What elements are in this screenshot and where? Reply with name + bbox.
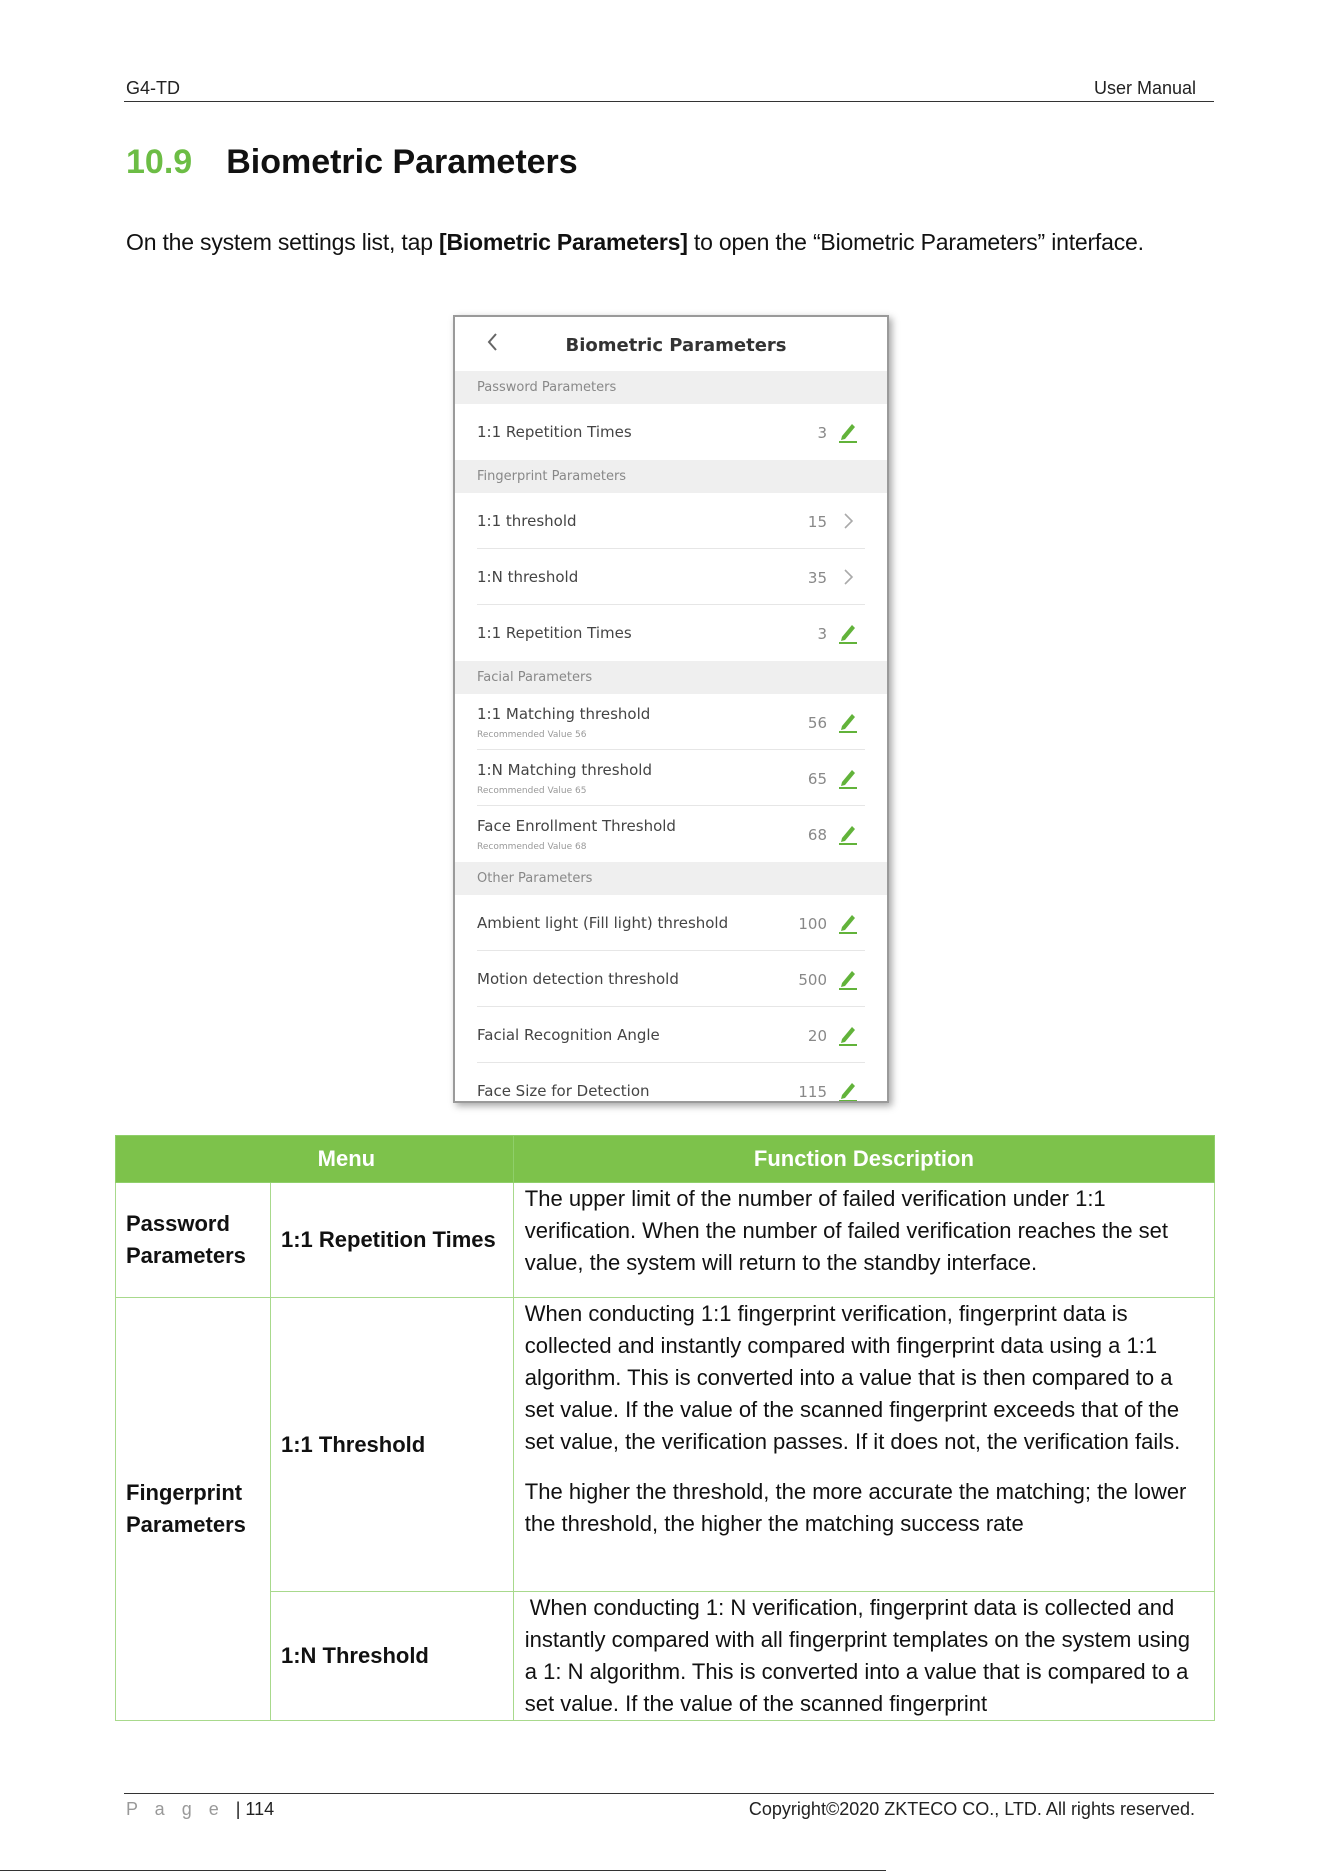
setting-row[interactable] — [477, 895, 865, 951]
page-number: | 114 — [235, 1799, 275, 1819]
section-header-other: Other Parameters — [455, 862, 887, 895]
setting-label: 1:1 Repetition Times — [477, 423, 632, 441]
header-function-description: Function Description — [513, 1136, 1214, 1183]
setting-row[interactable] — [477, 1063, 865, 1103]
setting-row[interactable] — [477, 549, 865, 605]
page-indicator — [126, 1799, 274, 1820]
menu-cell: 1:N Threshold — [270, 1592, 513, 1721]
edit-icon[interactable] — [837, 766, 859, 790]
setting-row[interactable] — [477, 750, 865, 806]
setting-value: 100 — [798, 915, 827, 933]
setting-row[interactable] — [477, 694, 865, 750]
doc-header-left: G4-TD — [126, 78, 180, 98]
section-title — [126, 143, 578, 182]
section-number: 10.9 — [126, 143, 193, 181]
intro-text-before: On the system settings list, tap — [126, 229, 439, 255]
description-text: When conducting 1:1 fingerprint verification, fingerprint data is collected and instantly compared with fingerprint data using a 1:1 algorithm. This is converted into a value that is then compared to a set value. If the value of the scanned fingerprint exceeds that of the set value, the verification passes. If it does not, the verification fails. — [524, 1301, 1181, 1454]
setting-value: 115 — [798, 1083, 827, 1101]
menu-cell: 1:1 Threshold — [270, 1298, 513, 1592]
intro-paragraph — [126, 229, 1144, 256]
setting-label: Ambient light (Fill light) threshold — [477, 914, 729, 932]
edit-icon[interactable] — [837, 710, 859, 734]
setting-label: Motion detection threshold — [477, 970, 679, 988]
edit-icon[interactable] — [837, 1079, 859, 1103]
section-title-text: Biometric Parameters — [226, 143, 578, 181]
section-header-facial: Facial Parameters — [455, 661, 887, 694]
copyright: Copyright©2020 ZKTECO CO., LTD. All rights reserved. — [748, 1799, 1195, 1819]
setting-value: 15 — [807, 513, 827, 531]
recommended-value: Recommended Value 56 — [477, 730, 587, 740]
setting-value: 3 — [817, 424, 827, 442]
bottom-divider — [0, 1870, 886, 1871]
setting-label: 1:N Matching threshold — [477, 761, 652, 779]
table-row — [116, 1592, 1215, 1721]
setting-label: 1:1 threshold — [477, 512, 577, 530]
description-text: When conducting 1: N verification, fingerprint data is collected and instantly compared with all fingerprint templates on the system using a 1: N algorithm. This is converted into a value that is compared to a set value. If the value of the scanned fingerprint — [524, 1595, 1191, 1716]
setting-label: 1:1 Repetition Times — [477, 624, 632, 642]
setting-label: 1:N threshold — [477, 568, 579, 586]
intro-text-after: to open the “Biometric Parameters” interface. — [687, 229, 1144, 255]
edit-icon[interactable] — [837, 420, 859, 444]
description-cell — [513, 1183, 1214, 1298]
header-menu: Menu — [116, 1136, 514, 1183]
description-text: The upper limit of the number of failed verification under 1:1 verification. When the number of failed verification reaches the set value, the system will return to the standby interface. — [524, 1186, 1169, 1275]
category-cell: Password Parameters — [116, 1183, 271, 1298]
edit-icon[interactable] — [837, 621, 859, 645]
edit-icon[interactable] — [837, 967, 859, 991]
setting-value: 3 — [817, 625, 827, 643]
section-header-fingerprint: Fingerprint Parameters — [455, 460, 887, 493]
chevron-right-icon[interactable] — [837, 565, 859, 589]
setting-value: 500 — [798, 971, 827, 989]
setting-label: Face Enrollment Threshold — [477, 817, 676, 835]
section-header-password: Password Parameters — [455, 371, 887, 404]
edit-icon[interactable] — [837, 822, 859, 846]
edit-icon[interactable] — [837, 1023, 859, 1047]
table-row — [116, 1183, 1215, 1298]
table-row — [116, 1298, 1215, 1592]
description-text: The higher the threshold, the more accurate the matching; the lower the threshold, the higher the matching success rate — [524, 1479, 1187, 1536]
edit-icon[interactable] — [837, 911, 859, 935]
setting-label: Face Size for Detection — [477, 1082, 650, 1100]
setting-value: 35 — [807, 569, 827, 587]
setting-row[interactable] — [477, 605, 865, 661]
intro-text-bold: [Biometric Parameters] — [438, 229, 688, 255]
setting-value: 20 — [807, 1027, 827, 1045]
screen-title: Biometric Parameters — [565, 335, 787, 356]
recommended-value: Recommended Value 68 — [477, 842, 587, 852]
header-divider — [124, 101, 1214, 102]
device-screenshot — [453, 315, 889, 1103]
setting-row[interactable] — [477, 806, 865, 862]
doc-header-right: User Manual — [1093, 78, 1196, 98]
setting-label: Facial Recognition Angle — [477, 1026, 660, 1044]
recommended-value: Recommended Value 65 — [477, 786, 587, 796]
setting-value: 68 — [807, 826, 827, 844]
setting-row[interactable] — [477, 1007, 865, 1063]
setting-value: 65 — [807, 770, 827, 788]
chevron-right-icon[interactable] — [837, 509, 859, 533]
page-label: P a g e — [126, 1799, 225, 1819]
menu-cell: 1:1 Repetition Times — [270, 1183, 513, 1298]
category-cell: Fingerprint Parameters — [116, 1298, 271, 1721]
setting-row[interactable] — [477, 493, 865, 549]
setting-label: 1:1 Matching threshold — [477, 705, 651, 723]
table-header-row — [116, 1136, 1215, 1183]
setting-row[interactable] — [477, 404, 865, 460]
setting-value: 56 — [807, 714, 827, 732]
description-cell — [513, 1592, 1214, 1721]
description-cell — [513, 1298, 1214, 1592]
footer-divider — [124, 1793, 1214, 1794]
screen-header — [455, 317, 887, 371]
function-table — [115, 1135, 1215, 1721]
setting-row[interactable] — [477, 951, 865, 1007]
